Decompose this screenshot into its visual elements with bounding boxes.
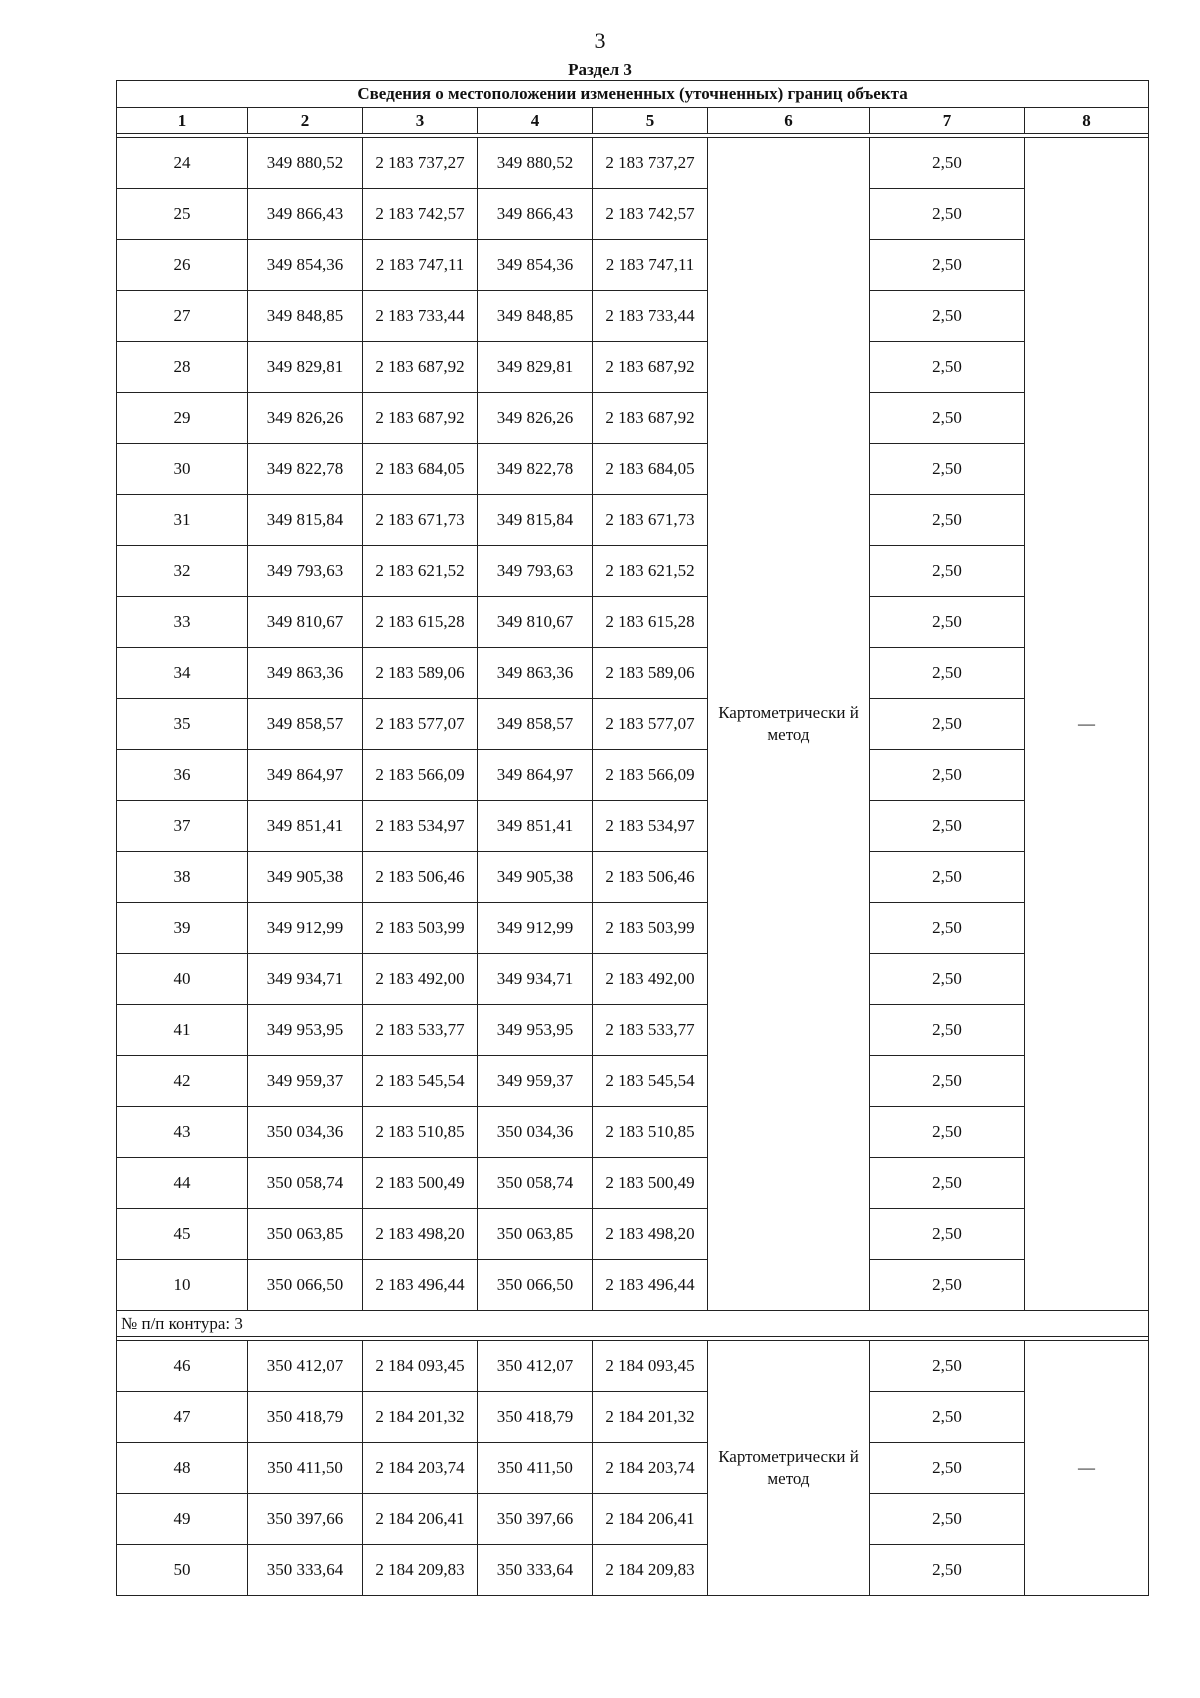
table-cell: 349 815,84 bbox=[478, 495, 593, 546]
table-cell: 2 183 533,77 bbox=[593, 1005, 708, 1056]
table-cell: 349 822,78 bbox=[248, 444, 363, 495]
table-row bbox=[117, 1005, 1149, 1056]
table-cell: 41 bbox=[117, 1005, 248, 1056]
table-cell: 31 bbox=[117, 495, 248, 546]
table-cell: 2,50 bbox=[870, 1158, 1025, 1209]
table-cell: 2,50 bbox=[870, 393, 1025, 444]
table-cell: 349 854,36 bbox=[248, 240, 363, 291]
table-cell: 2,50 bbox=[870, 189, 1025, 240]
table-row bbox=[117, 1341, 1149, 1392]
table-cell: 36 bbox=[117, 750, 248, 801]
table-cell: 350 333,64 bbox=[478, 1545, 593, 1596]
table-cell: 2 184 209,83 bbox=[593, 1545, 708, 1596]
table-cell: 2,50 bbox=[870, 1545, 1025, 1596]
table-cell: 2 184 201,32 bbox=[363, 1392, 478, 1443]
table-cell: 29 bbox=[117, 393, 248, 444]
table-cell: 350 418,79 bbox=[248, 1392, 363, 1443]
table-cell: 349 793,63 bbox=[478, 546, 593, 597]
table-cell: 2 183 492,00 bbox=[593, 954, 708, 1005]
table-cell: 2 183 566,09 bbox=[593, 750, 708, 801]
column-header-3: 3 bbox=[363, 108, 478, 134]
table-cell: 2,50 bbox=[870, 138, 1025, 189]
table-row bbox=[117, 189, 1149, 240]
table-cell: 33 bbox=[117, 597, 248, 648]
table-cell: 2,50 bbox=[870, 342, 1025, 393]
column-header-8: 8 bbox=[1025, 108, 1149, 134]
contour-label: № п/п контура: 3 bbox=[117, 1311, 1149, 1337]
table-cell: 40 bbox=[117, 954, 248, 1005]
table-cell: 349 953,95 bbox=[248, 1005, 363, 1056]
table-row bbox=[117, 393, 1149, 444]
table-cell: 349 863,36 bbox=[248, 648, 363, 699]
table-row bbox=[117, 138, 1149, 189]
table-cell: 350 397,66 bbox=[478, 1494, 593, 1545]
table-cell: 46 bbox=[117, 1341, 248, 1392]
table-cell: 349 854,36 bbox=[478, 240, 593, 291]
table-cell: 2 184 206,41 bbox=[363, 1494, 478, 1545]
table-cell: 2 183 737,27 bbox=[593, 138, 708, 189]
table-cell: 2 183 545,54 bbox=[593, 1056, 708, 1107]
table-cell: 2 183 687,92 bbox=[593, 393, 708, 444]
table-cell: 2 183 615,28 bbox=[363, 597, 478, 648]
contour-label-row bbox=[117, 1311, 1149, 1337]
table-cell: 32 bbox=[117, 546, 248, 597]
table-row bbox=[117, 597, 1149, 648]
table-cell: 349 912,99 bbox=[478, 903, 593, 954]
table-row bbox=[117, 1545, 1149, 1596]
table-cell: 2 183 503,99 bbox=[363, 903, 478, 954]
table-cell: 349 880,52 bbox=[248, 138, 363, 189]
coordinates-table bbox=[116, 80, 1149, 1596]
table-row bbox=[117, 1392, 1149, 1443]
table-cell: 49 bbox=[117, 1494, 248, 1545]
table-cell: 2,50 bbox=[870, 1209, 1025, 1260]
section-title: Раздел 3 bbox=[568, 60, 632, 79]
column-header-6: 6 bbox=[708, 108, 870, 134]
table-cell: 2,50 bbox=[870, 1005, 1025, 1056]
table-cell: 2 183 621,52 bbox=[593, 546, 708, 597]
table-row bbox=[117, 954, 1149, 1005]
table-cell: 349 848,85 bbox=[478, 291, 593, 342]
table-cell: 2 184 203,74 bbox=[363, 1443, 478, 1494]
table-cell: 350 411,50 bbox=[478, 1443, 593, 1494]
table-cell: 2,50 bbox=[870, 903, 1025, 954]
table-title: Сведения о местоположении измененных (уточненных) границ объекта bbox=[117, 81, 1149, 108]
table-cell: 349 905,38 bbox=[248, 852, 363, 903]
table-row bbox=[117, 546, 1149, 597]
table-cell: 2 183 510,85 bbox=[363, 1107, 478, 1158]
table-cell: 2 183 500,49 bbox=[363, 1158, 478, 1209]
table-cell: 2 183 687,92 bbox=[363, 342, 478, 393]
table-row bbox=[117, 903, 1149, 954]
table-cell: 37 bbox=[117, 801, 248, 852]
table-cell: 2,50 bbox=[870, 291, 1025, 342]
table-cell: 24 bbox=[117, 138, 248, 189]
table-cell: 2 183 577,07 bbox=[593, 699, 708, 750]
table-cell: 2 183 510,85 bbox=[593, 1107, 708, 1158]
table-cell: 35 bbox=[117, 699, 248, 750]
table-cell: 2 183 733,44 bbox=[593, 291, 708, 342]
table-row bbox=[117, 750, 1149, 801]
table-cell: 349 793,63 bbox=[248, 546, 363, 597]
table-cell: 43 bbox=[117, 1107, 248, 1158]
table-cell: 26 bbox=[117, 240, 248, 291]
table-cell: 2 183 671,73 bbox=[593, 495, 708, 546]
table-cell: 2 183 533,77 bbox=[363, 1005, 478, 1056]
table-cell: 2 184 206,41 bbox=[593, 1494, 708, 1545]
column-header-7: 7 bbox=[870, 108, 1025, 134]
table-row bbox=[117, 699, 1149, 750]
header-row bbox=[117, 108, 1149, 134]
table-cell: 44 bbox=[117, 1158, 248, 1209]
table-cell: 2 183 737,27 bbox=[363, 138, 478, 189]
table-cell: 2,50 bbox=[870, 1443, 1025, 1494]
table-cell: 349 858,57 bbox=[248, 699, 363, 750]
table-cell: 50 bbox=[117, 1545, 248, 1596]
table-cell: 2 183 684,05 bbox=[593, 444, 708, 495]
table-cell: 2,50 bbox=[870, 1056, 1025, 1107]
table-cell: 350 412,07 bbox=[248, 1341, 363, 1392]
table-cell: 350 063,85 bbox=[478, 1209, 593, 1260]
table-cell: 349 912,99 bbox=[248, 903, 363, 954]
table-cell: 2 183 742,57 bbox=[363, 189, 478, 240]
table-cell: 2 183 498,20 bbox=[593, 1209, 708, 1260]
table-row bbox=[117, 495, 1149, 546]
table-cell: 42 bbox=[117, 1056, 248, 1107]
table-cell: 2 183 589,06 bbox=[593, 648, 708, 699]
table-row bbox=[117, 801, 1149, 852]
table-cell: 48 bbox=[117, 1443, 248, 1494]
table-cell: 45 bbox=[117, 1209, 248, 1260]
table-cell: 350 034,36 bbox=[248, 1107, 363, 1158]
table-cell: 10 bbox=[117, 1260, 248, 1311]
table-cell: 349 864,97 bbox=[248, 750, 363, 801]
column-header-2: 2 bbox=[248, 108, 363, 134]
table-row bbox=[117, 1494, 1149, 1545]
table-cell: 2 183 577,07 bbox=[363, 699, 478, 750]
table-cell: 350 034,36 bbox=[478, 1107, 593, 1158]
table-cell: 2,50 bbox=[870, 648, 1025, 699]
table-cell: 349 829,81 bbox=[478, 342, 593, 393]
table-cell: 2,50 bbox=[870, 240, 1025, 291]
table-cell: 2 183 747,11 bbox=[363, 240, 478, 291]
table-cell: 349 810,67 bbox=[478, 597, 593, 648]
table-cell: 47 bbox=[117, 1392, 248, 1443]
table-cell: 2,50 bbox=[870, 495, 1025, 546]
table-cell: 349 866,43 bbox=[248, 189, 363, 240]
table-cell: 350 066,50 bbox=[478, 1260, 593, 1311]
table-cell: 350 058,74 bbox=[478, 1158, 593, 1209]
table-cell: 349 851,41 bbox=[248, 801, 363, 852]
table-cell: 2 183 566,09 bbox=[363, 750, 478, 801]
table-cell: 349 848,85 bbox=[248, 291, 363, 342]
table-cell: 2 184 093,45 bbox=[593, 1341, 708, 1392]
table-cell: 350 066,50 bbox=[248, 1260, 363, 1311]
table-cell: 349 934,71 bbox=[248, 954, 363, 1005]
column-header-1: 1 bbox=[117, 108, 248, 134]
table-row bbox=[117, 444, 1149, 495]
table-row bbox=[117, 240, 1149, 291]
table-cell: 349 829,81 bbox=[248, 342, 363, 393]
table-cell: 2 183 496,44 bbox=[593, 1260, 708, 1311]
table-cell: 350 412,07 bbox=[478, 1341, 593, 1392]
table-cell: 2 183 492,00 bbox=[363, 954, 478, 1005]
table-row bbox=[117, 1260, 1149, 1311]
table-row bbox=[117, 648, 1149, 699]
table-row bbox=[117, 852, 1149, 903]
table-cell: 34 bbox=[117, 648, 248, 699]
table-cell: 349 815,84 bbox=[248, 495, 363, 546]
page-number: 3 bbox=[594, 28, 606, 53]
table-cell: 349 826,26 bbox=[248, 393, 363, 444]
table-cell: 349 905,38 bbox=[478, 852, 593, 903]
table-row bbox=[117, 342, 1149, 393]
table-cell: 350 418,79 bbox=[478, 1392, 593, 1443]
table-cell: 349 959,37 bbox=[248, 1056, 363, 1107]
table-cell: 2 183 506,46 bbox=[363, 852, 478, 903]
table-cell: 2 183 733,44 bbox=[363, 291, 478, 342]
table-cell: 2 184 093,45 bbox=[363, 1341, 478, 1392]
table-cell: 2 183 500,49 bbox=[593, 1158, 708, 1209]
table-cell: 2,50 bbox=[870, 444, 1025, 495]
table-cell: 2 183 498,20 bbox=[363, 1209, 478, 1260]
table-cell: 349 810,67 bbox=[248, 597, 363, 648]
table-cell: 2 183 506,46 bbox=[593, 852, 708, 903]
table-cell: 2 183 503,99 bbox=[593, 903, 708, 954]
table-cell: 39 bbox=[117, 903, 248, 954]
table-cell: 349 822,78 bbox=[478, 444, 593, 495]
table-cell: 2,50 bbox=[870, 1260, 1025, 1311]
table-cell: 2,50 bbox=[870, 1494, 1025, 1545]
table-cell: 349 851,41 bbox=[478, 801, 593, 852]
table-cell: 349 826,26 bbox=[478, 393, 593, 444]
table-cell: 2 183 534,97 bbox=[593, 801, 708, 852]
table-cell: 2 183 747,11 bbox=[593, 240, 708, 291]
table-cell: 2,50 bbox=[870, 852, 1025, 903]
table-cell: 349 953,95 bbox=[478, 1005, 593, 1056]
table-cell: 2 183 742,57 bbox=[593, 189, 708, 240]
table-cell: 28 bbox=[117, 342, 248, 393]
table-cell: 2,50 bbox=[870, 1341, 1025, 1392]
table-cell: 2 183 615,28 bbox=[593, 597, 708, 648]
column-8-cell: — bbox=[1025, 138, 1149, 1311]
table-cell: 349 959,37 bbox=[478, 1056, 593, 1107]
table-row bbox=[117, 1209, 1149, 1260]
table-cell: 349 858,57 bbox=[478, 699, 593, 750]
table-cell: 2 183 684,05 bbox=[363, 444, 478, 495]
table-cell: 2 183 621,52 bbox=[363, 546, 478, 597]
table-cell: 350 333,64 bbox=[248, 1545, 363, 1596]
table-cell: 2 183 687,92 bbox=[363, 393, 478, 444]
table-cell: 2 184 209,83 bbox=[363, 1545, 478, 1596]
table-cell: 2 184 203,74 bbox=[593, 1443, 708, 1494]
table-cell: 350 411,50 bbox=[248, 1443, 363, 1494]
table-cell: 38 bbox=[117, 852, 248, 903]
table-cell: 2,50 bbox=[870, 699, 1025, 750]
table-row bbox=[117, 1158, 1149, 1209]
table-cell: 2,50 bbox=[870, 954, 1025, 1005]
table-cell: 350 063,85 bbox=[248, 1209, 363, 1260]
table-cell: 349 934,71 bbox=[478, 954, 593, 1005]
table-row bbox=[117, 1056, 1149, 1107]
table-row bbox=[117, 1107, 1149, 1158]
table-cell: 2,50 bbox=[870, 546, 1025, 597]
table-cell: 2,50 bbox=[870, 750, 1025, 801]
table-cell: 2 183 496,44 bbox=[363, 1260, 478, 1311]
method-cell: Картометрически й метод bbox=[708, 138, 870, 1311]
table-cell: 349 880,52 bbox=[478, 138, 593, 189]
table-cell: 2,50 bbox=[870, 597, 1025, 648]
table-cell: 2 183 545,54 bbox=[363, 1056, 478, 1107]
table-cell: 27 bbox=[117, 291, 248, 342]
table-cell: 349 864,97 bbox=[478, 750, 593, 801]
method-cell: Картометрически й метод bbox=[708, 1341, 870, 1596]
table-cell: 2 184 201,32 bbox=[593, 1392, 708, 1443]
table-cell: 2 183 534,97 bbox=[363, 801, 478, 852]
column-header-5: 5 bbox=[593, 108, 708, 134]
table-cell: 25 bbox=[117, 189, 248, 240]
table-cell: 2,50 bbox=[870, 1392, 1025, 1443]
table-cell: 2 183 589,06 bbox=[363, 648, 478, 699]
table-cell: 2 183 687,92 bbox=[593, 342, 708, 393]
table-cell: 2,50 bbox=[870, 801, 1025, 852]
table-cell: 2,50 bbox=[870, 1107, 1025, 1158]
table-cell: 349 863,36 bbox=[478, 648, 593, 699]
table-row bbox=[117, 291, 1149, 342]
table-row bbox=[117, 1443, 1149, 1494]
column-header-4: 4 bbox=[478, 108, 593, 134]
table-cell: 2 183 671,73 bbox=[363, 495, 478, 546]
table-cell: 350 058,74 bbox=[248, 1158, 363, 1209]
table-cell: 30 bbox=[117, 444, 248, 495]
table-cell: 349 866,43 bbox=[478, 189, 593, 240]
table-cell: 350 397,66 bbox=[248, 1494, 363, 1545]
column-8-cell: — bbox=[1025, 1341, 1149, 1596]
